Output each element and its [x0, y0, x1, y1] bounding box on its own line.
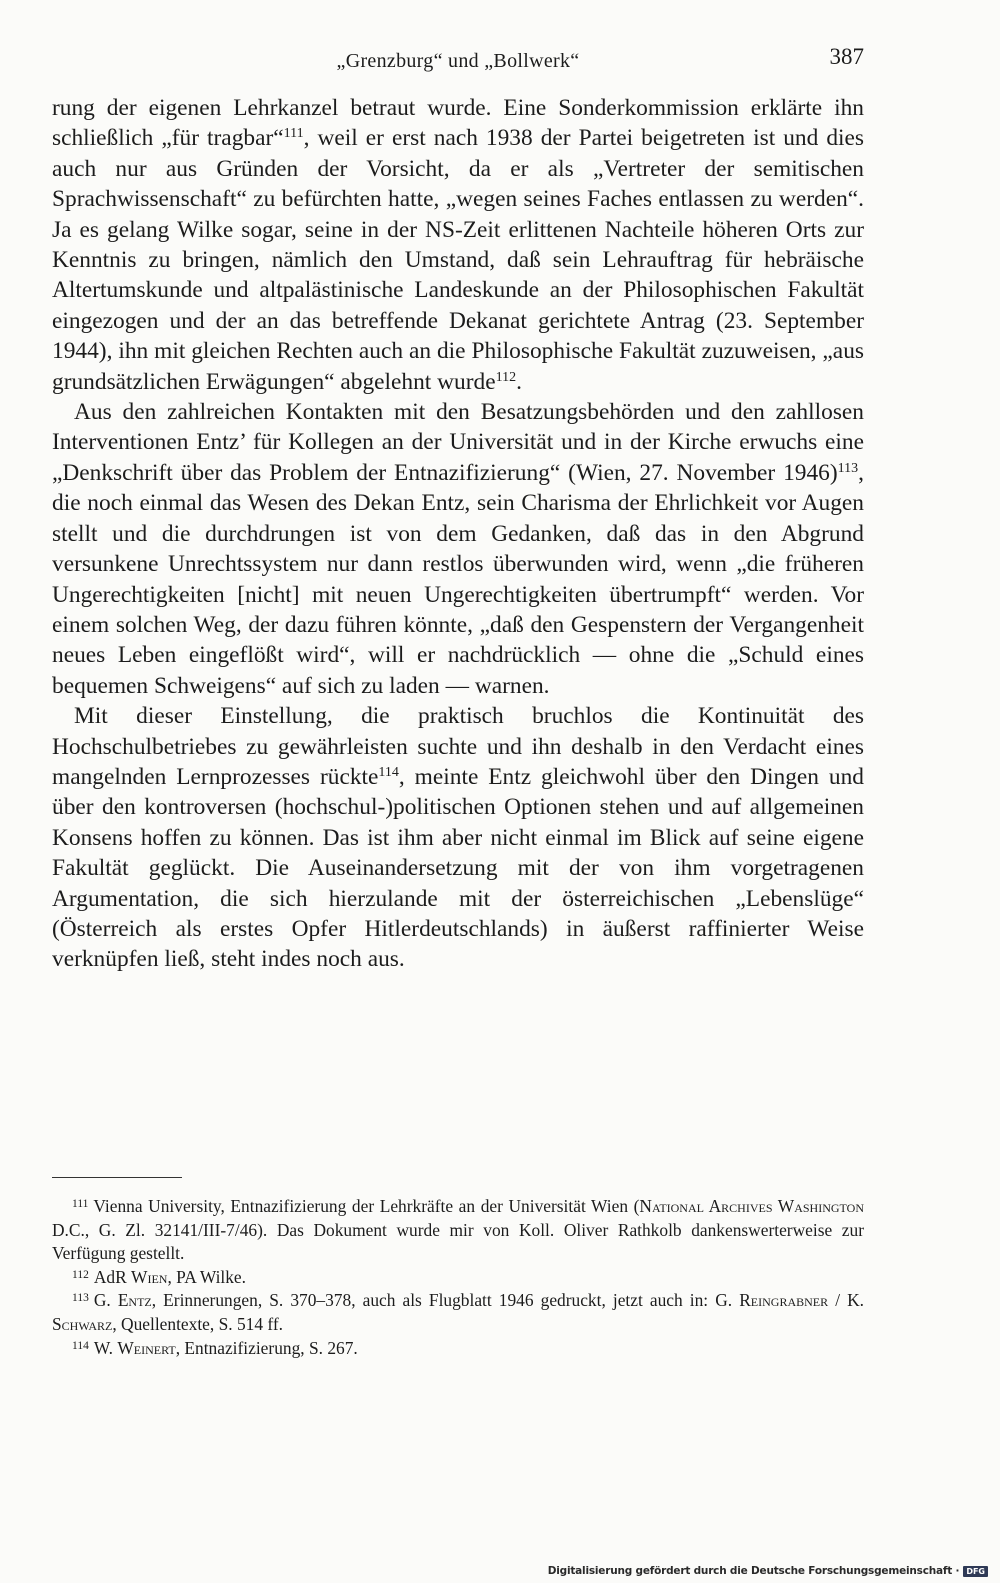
paragraph-1 [52, 93, 864, 397]
footnote-text: Vienna University, Entnazifizierung der Lehrkräfte an der Universität Wien ( [93, 1196, 640, 1216]
footnote-ref-112: 112 [495, 369, 517, 385]
paragraph-2-text-b: , die noch einmal das Wesen des Dekan Entz, sein Charisma der Ehrlichkeit vor Augen stellt und die durchdrungen ist von dem Gedanken, daß das in den Abgrund versunkene Unrechtssystem nur dann restlos überwunden wird, wenn „die früheren Ungerechtigkeiten [nicht] mit neuen Ungerechtigkeiten übertrumpft“ werden. Vor einem solchen Weg, der dazu führen könnte, „daß den Gespenstern der Vergangenheit neues Leben eingeflößt wird“, will er nachdrücklich — ohne die „Schuld eines bequemen Schweigens“ auf sich zu laden — warnen. [52, 459, 864, 699]
footnote-number: 113 [72, 1292, 89, 1305]
footnote-smallcaps: National Archives Washington [639, 1196, 864, 1216]
footnote-114 [52, 1337, 864, 1361]
footnote-number: 114 [72, 1339, 89, 1352]
running-head [52, 44, 864, 76]
body-text [52, 93, 864, 975]
credit-text: Digitalisierung gefördert durch die Deutsche Forschungsgemeinschaft · [547, 1565, 960, 1577]
footnote-rule [52, 1177, 182, 1178]
paragraph-2 [52, 397, 864, 701]
footnotes [52, 1195, 864, 1360]
footnote-smallcaps: Schwarz [52, 1313, 113, 1334]
footnote-113 [52, 1289, 864, 1336]
paragraph-3-text-a: Mit dieser Einstellung, die praktisch bruchlos die Kontinuität des Hochschulbetriebes zu gewährleisten suchte und ihn deshalb in den Verdacht eines mangelnden Lernprozesses rückte [52, 703, 864, 790]
paragraph-3 [52, 701, 864, 975]
paragraph-1-text-c: . [516, 368, 522, 395]
paragraph-1-text-a: rung der eigenen Lehrkanzel betraut wurde. Eine Sonderkommission erklärte ihn schließlich „für tragbar“ [52, 95, 864, 152]
footnote-ref-113: 113 [837, 460, 859, 476]
footnote-text: G. [93, 1290, 118, 1311]
page-number: 387 [829, 44, 864, 69]
footnote-ref-111: 111 [283, 126, 304, 142]
footnote-smallcaps: Reingrabner [739, 1290, 829, 1311]
footnote-smallcaps: Entz [117, 1290, 152, 1311]
footnote-smallcaps: Weinert [117, 1337, 176, 1358]
footnote-text: , Quellentexte, S. 514 ff. [112, 1313, 283, 1334]
footnote-smallcaps: Wien [131, 1266, 168, 1287]
footnote-text: D.C., G. Zl. 32141/III-7/46). Das Dokument wurde mir von Koll. Oliver Rathkolb dankenswerterweise zur Verfügung gestellt. [52, 1219, 864, 1264]
footnote-text: , Erinnerungen, S. 370–378, auch als Flugblatt 1946 gedruckt, jetzt auch in: G. [151, 1290, 740, 1311]
digitization-credit [548, 1564, 988, 1578]
footnote-text: / K. [828, 1290, 865, 1311]
dfg-logo-icon: DFG [963, 1566, 988, 1577]
footnote-text: W. [93, 1337, 118, 1358]
footnote-112 [52, 1266, 864, 1290]
paragraph-3-text-b: , meinte Entz gleichwohl über den Dingen und über den kontroversen (hochschul-)politischen Optionen stehen und auf allgemeinen Konsens hoffen zu können. Das ist ihm aber nicht einmal im Blick auf seine eigene Fakultät geglückt. Die Auseinandersetzung mit der von ihm vorgetragenen Argumentation, die sich hierzulande mit der österreichischen „Lebenslüge“ (Österreich als erstes Opfer Hitlerdeutschlands) in äußerst raffinierter Weise verknüpfen ließ, steht indes noch aus. [52, 763, 864, 973]
paragraph-2-text-a: Aus den zahlreichen Kontakten mit den Besatzungsbehörden und den zahllosen Interventionen Entz’ für Kollegen an der Universität und in der Kirche erwuchs eine „Denkschrift über das Problem der Entnazifizierung“ (Wien, 27. November 1946) [52, 399, 864, 486]
footnote-111 [52, 1195, 864, 1266]
footnote-ref-114: 114 [378, 764, 399, 780]
footnote-number: 111 [72, 1198, 89, 1210]
footnote-text: , PA Wilke. [167, 1266, 246, 1287]
footnote-number: 112 [72, 1268, 89, 1281]
footnote-text: , Entnazifizierung, S. 267. [175, 1337, 358, 1358]
footnote-text: AdR [93, 1266, 132, 1287]
running-title: „Grenzburg“ und „Bollwerk“ [336, 50, 580, 72]
paragraph-1-text-b: , weil er erst nach 1938 der Partei beigetreten ist und dies auch nur aus Gründen der Vorsicht, da er als „Vertreter der semitischen Sprachwissenschaft“ zu befürchten hatte, „wegen seines Faches entlassen zu werden“. Ja es gelang Wilke sogar, seine in der NS-Zeit erlittenen Nachteile höheren Orts zur Kenntnis zu bringen, nämlich den Umstand, daß sein Lehrauftrag für hebräische Altertumskunde und altpalästinische Landeskunde an der Philosophischen Fakultät eingezogen und der an das betreffende Dekanat gerichtete Antrag (23. September 1944), ihn mit gleichen Rechten auch an die Philosophische Fakultät zuzuweisen, „aus grundsätzlichen Erwägungen“ abgelehnt wurde [52, 125, 864, 395]
